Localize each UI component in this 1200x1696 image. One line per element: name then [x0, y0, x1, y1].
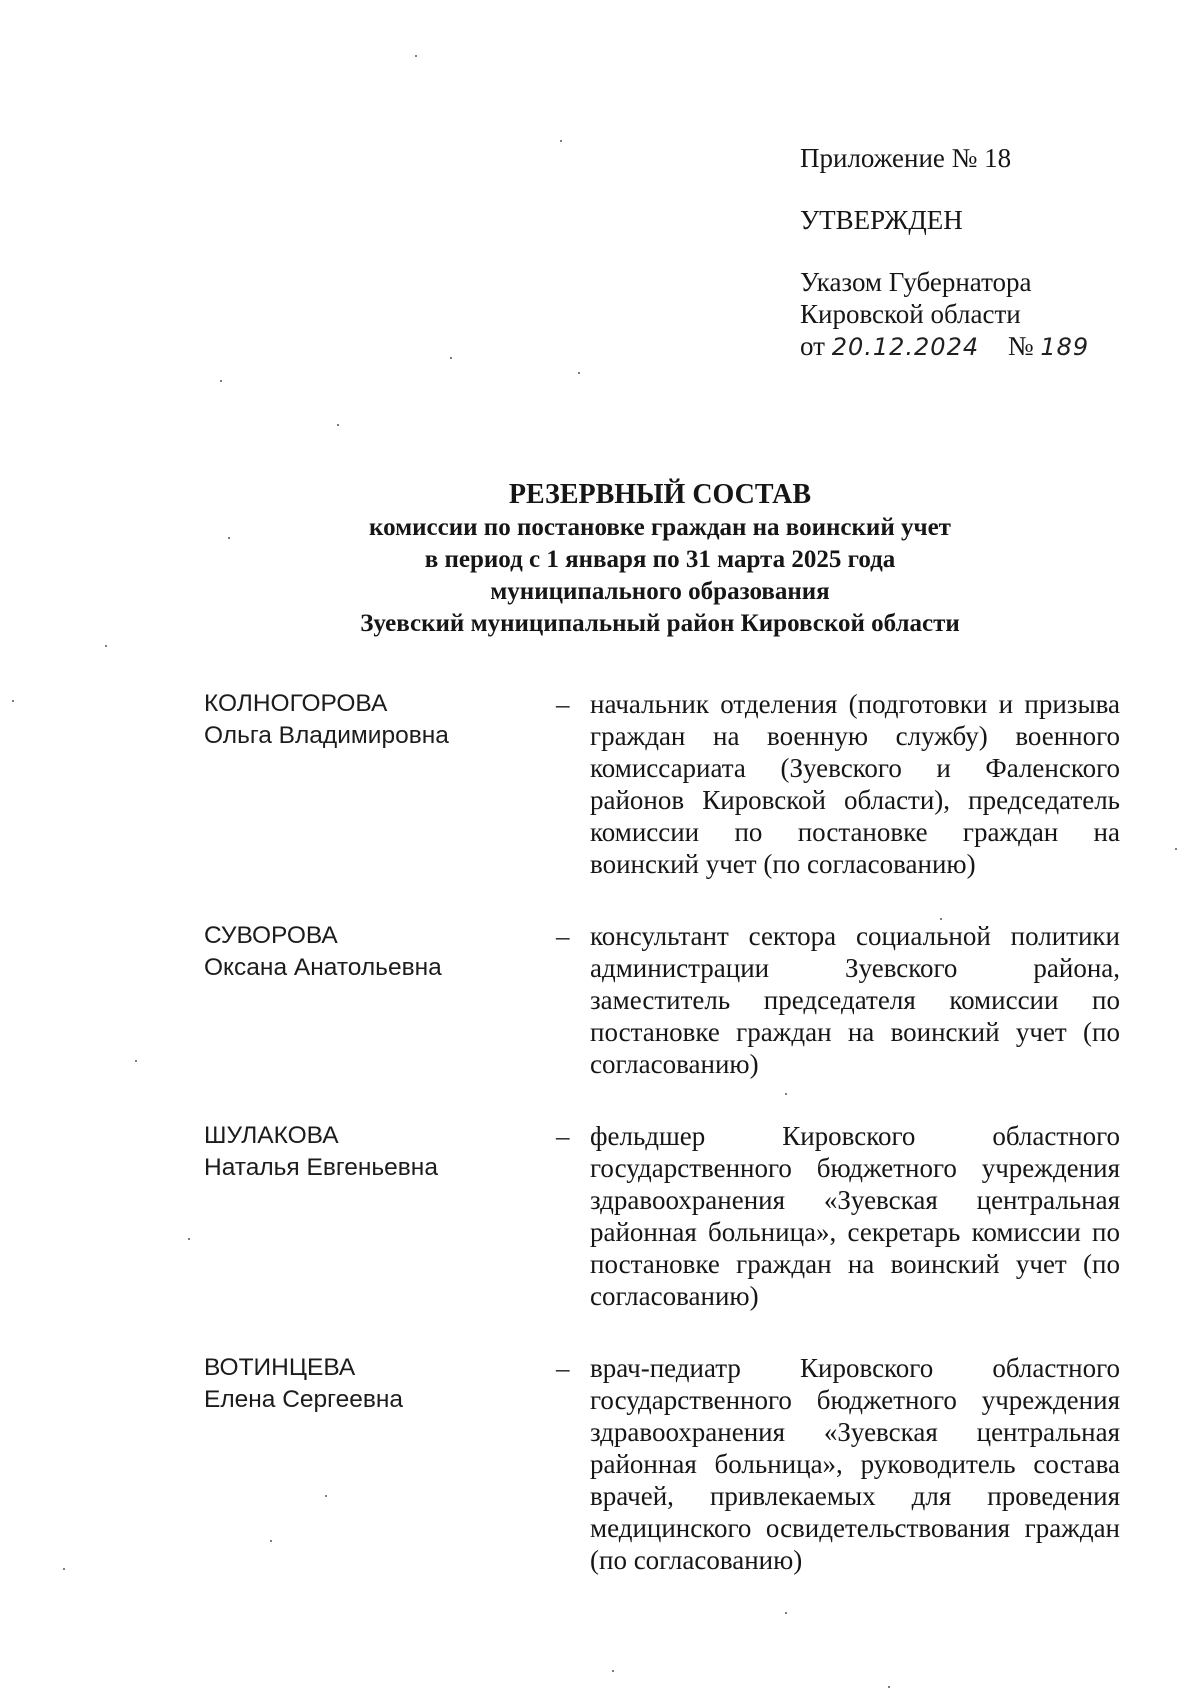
title-line-4: Зуевский муниципальный район Кировской области [360, 610, 960, 637]
decree-line-2: Кировской области [800, 299, 1021, 329]
member-given-names: Ольга Владимировна [204, 722, 449, 749]
member-name [204, 1352, 554, 1576]
decree-date-line [800, 330, 1089, 363]
title-line-1: комиссии по постановке граждан на воинский учет [369, 514, 951, 541]
member-name [204, 1120, 554, 1312]
member-entry [204, 1120, 1120, 1312]
scan-speck [612, 1670, 614, 1672]
scan-speck [337, 424, 339, 426]
scan-speck [450, 357, 452, 359]
member-given-names: Оксана Анатольевна [204, 954, 442, 981]
member-name [204, 920, 554, 1080]
member-entry [204, 688, 1120, 880]
member-role: фельдшер Кировского областного государственного бюджетного учреждения здравоохранения «Зуевская центральная районная больница», секретарь комиссии по постановке граждан на воинский учет (по согласованию) [590, 1121, 1120, 1311]
handwritten-date: 20.12.2024 [831, 333, 980, 361]
appendix-number: Приложение № 18 [800, 143, 1012, 173]
scan-speck [220, 380, 222, 382]
approval-block [800, 142, 1089, 363]
handwritten-number: 189 [1040, 333, 1090, 361]
member-surname: ВОТИНЦЕВА [204, 1354, 356, 1381]
member-role: консультант сектора социальной политики администрации Зуевского района, заместитель председателя комиссии по постановке граждан на воинский учет (по согласованию) [590, 921, 1120, 1079]
member-surname: КОЛНОГОРОВА [204, 690, 388, 717]
scan-speck [560, 140, 562, 142]
member-role: врач-педиатр Кировского областного государственного бюджетного учреждения здравоохранения «Зуевская центральная районная больница», руководитель состава врачей, привлекаемых для проведения медицинского освидетельствования граждан (по согласованию) [590, 1353, 1120, 1575]
members-list [204, 688, 1120, 1576]
member-given-names: Елена Сергеевна [204, 1386, 403, 1413]
scan-speck [785, 1093, 787, 1095]
member-entry [204, 1352, 1120, 1576]
title-line-2: в период с 1 января по 31 марта 2025 года [424, 546, 896, 573]
member-name [204, 688, 554, 880]
scan-speck [325, 1495, 327, 1497]
dash-separator: – [556, 1121, 570, 1151]
scan-speck [135, 1060, 137, 1062]
member-entry [204, 920, 1120, 1080]
scan-speck [228, 537, 230, 539]
approved-stamp: УТВЕРЖДЕН [800, 205, 963, 235]
dash-separator: – [556, 921, 570, 951]
decree-line-1: Указом Губернатора [800, 267, 1032, 297]
scan-speck [270, 1540, 272, 1542]
number-label: № [1007, 331, 1034, 361]
scan-speck [105, 645, 107, 647]
scan-speck [1175, 848, 1177, 850]
scan-speck [415, 55, 417, 57]
dash-separator: – [556, 1353, 570, 1383]
member-given-names: Наталья Евгеньевна [204, 1154, 438, 1181]
member-role: начальник отделения (подготовки и призыва граждан на военную службу) военного комиссариата (Зуевского и Фаленского районов Кировской области), председатель комиссии по постановке граждан на воинский учет (по согласованию) [590, 689, 1120, 879]
scan-speck [785, 1612, 787, 1614]
member-surname: ШУЛАКОВА [204, 1122, 339, 1149]
dash-separator: – [556, 689, 570, 719]
scan-speck [888, 1686, 890, 1688]
scan-speck [188, 1238, 190, 1240]
member-surname: СУВОРОВА [204, 922, 338, 949]
title-line-3: муниципального образования [490, 578, 830, 605]
scan-speck [12, 700, 14, 702]
scan-speck [578, 372, 580, 374]
scan-speck [63, 1568, 65, 1570]
scan-speck [940, 918, 942, 920]
title-main: РЕЗЕРВНЫЙ СОСТАВ [508, 479, 812, 510]
from-label: от [800, 331, 825, 361]
document-title [200, 478, 1120, 640]
